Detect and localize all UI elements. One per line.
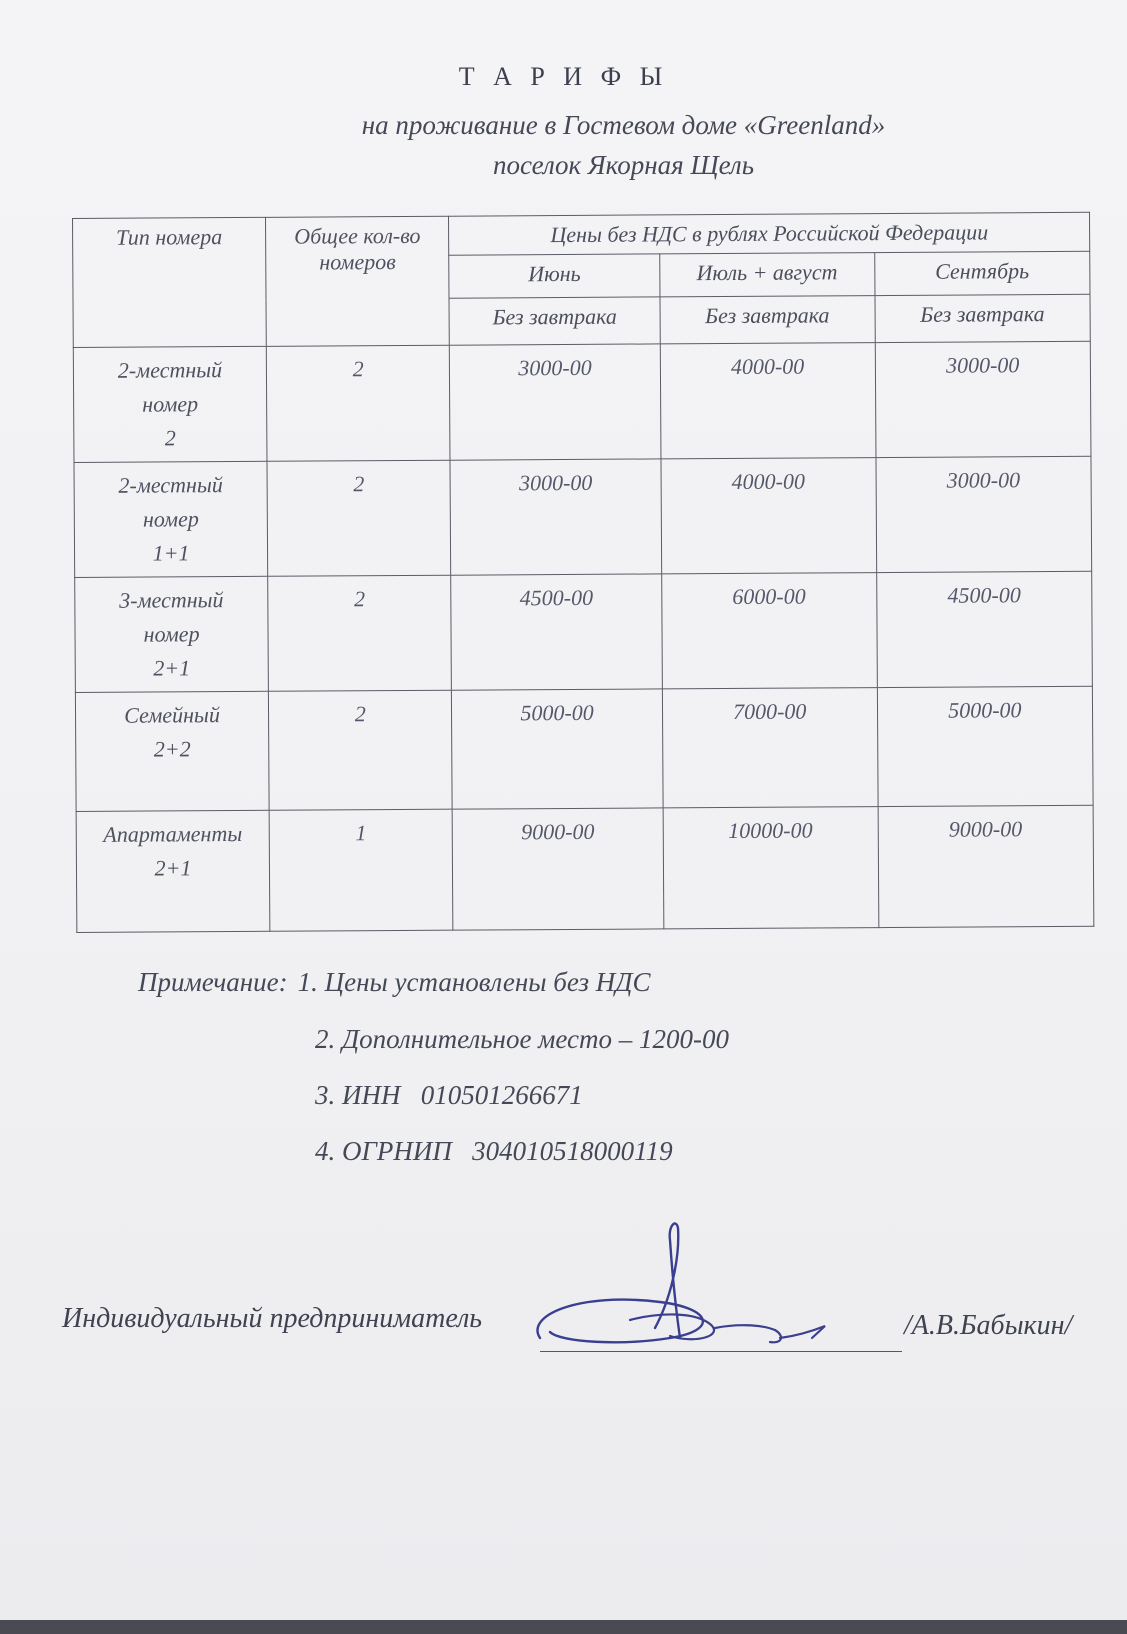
notes-first-line [138,967,650,998]
note-item: 1. Цены установлены без НДС [297,967,651,997]
page-bottom-edge [0,1620,1127,1634]
price-june-cell: 9000-00 [453,808,664,930]
header-month-june: Июнь [449,254,660,298]
header-month-september: Сентябрь [874,251,1090,295]
header-breakfast-june: Без завтрака [449,297,660,345]
note-item: 4. ОГРНИП 304010518000119 [315,1136,673,1166]
price-september-cell: 9000-00 [878,805,1094,927]
document-location: поселок Якорная Щель [493,150,754,180]
header-month-july-august: Июль + август [659,253,874,297]
price-june-cell: 4500-00 [451,574,662,690]
note-item: 3. ИНН 010501266671 [315,1080,583,1110]
signature-role: Индивидуальный предприниматель [62,1303,483,1334]
room-type-cell: 3-местный номер 2+1 [75,576,269,692]
table-row [73,341,1091,462]
price-july-august-cell: 4000-00 [661,458,877,574]
price-september-cell: 5000-00 [877,686,1093,806]
room-type-cell: 2-местный номер 1+1 [74,461,268,577]
price-june-cell: 5000-00 [452,689,663,809]
price-july-august-cell: 6000-00 [661,573,877,689]
price-september-cell: 4500-00 [876,571,1092,687]
room-type-cell: Семейный 2+2 [75,691,269,811]
price-july-august-cell: 10000-00 [663,807,879,929]
table-row [75,686,1093,811]
notes-label: Примечание: [138,967,288,997]
room-count-cell: 2 [268,690,452,810]
room-count-cell: 2 [267,460,451,576]
room-type-cell: Апартаменты 2+1 [76,810,270,932]
handwritten-signature [520,1220,880,1370]
table-row [74,456,1092,577]
room-count-cell: 2 [268,575,452,691]
table-row [75,571,1093,692]
document-subtitle: на проживание в Гостевом доме «Greenland» [361,110,886,140]
signature-name: /А.В.Бабыкин/ [904,1310,1073,1341]
room-count-cell: 2 [266,345,450,461]
table-row [76,805,1094,932]
room-count-cell: 1 [269,809,453,931]
table-header-row [73,212,1090,257]
price-september-cell: 3000-00 [875,341,1091,457]
header-total-count: Общее кол-во номеров [266,216,450,346]
price-september-cell: 3000-00 [876,456,1092,572]
price-july-august-cell: 7000-00 [662,688,878,808]
note-item: 2. Дополнительное место – 1200-00 [315,1024,730,1054]
document-title: Т А Р И Ф Ы [458,62,669,91]
tariffs-table [72,212,1094,933]
price-june-cell: 3000-00 [450,344,661,460]
price-june-cell: 3000-00 [450,459,661,575]
room-type-cell: 2-местный номер 2 [73,346,267,462]
price-july-august-cell: 4000-00 [660,343,876,459]
header-room-type: Тип номера [73,217,267,347]
header-breakfast-july-august: Без завтрака [660,296,875,344]
header-prices-group: Цены без НДС в рублях Российской Федерации [449,212,1090,255]
header-breakfast-september: Без завтрака [875,294,1091,342]
